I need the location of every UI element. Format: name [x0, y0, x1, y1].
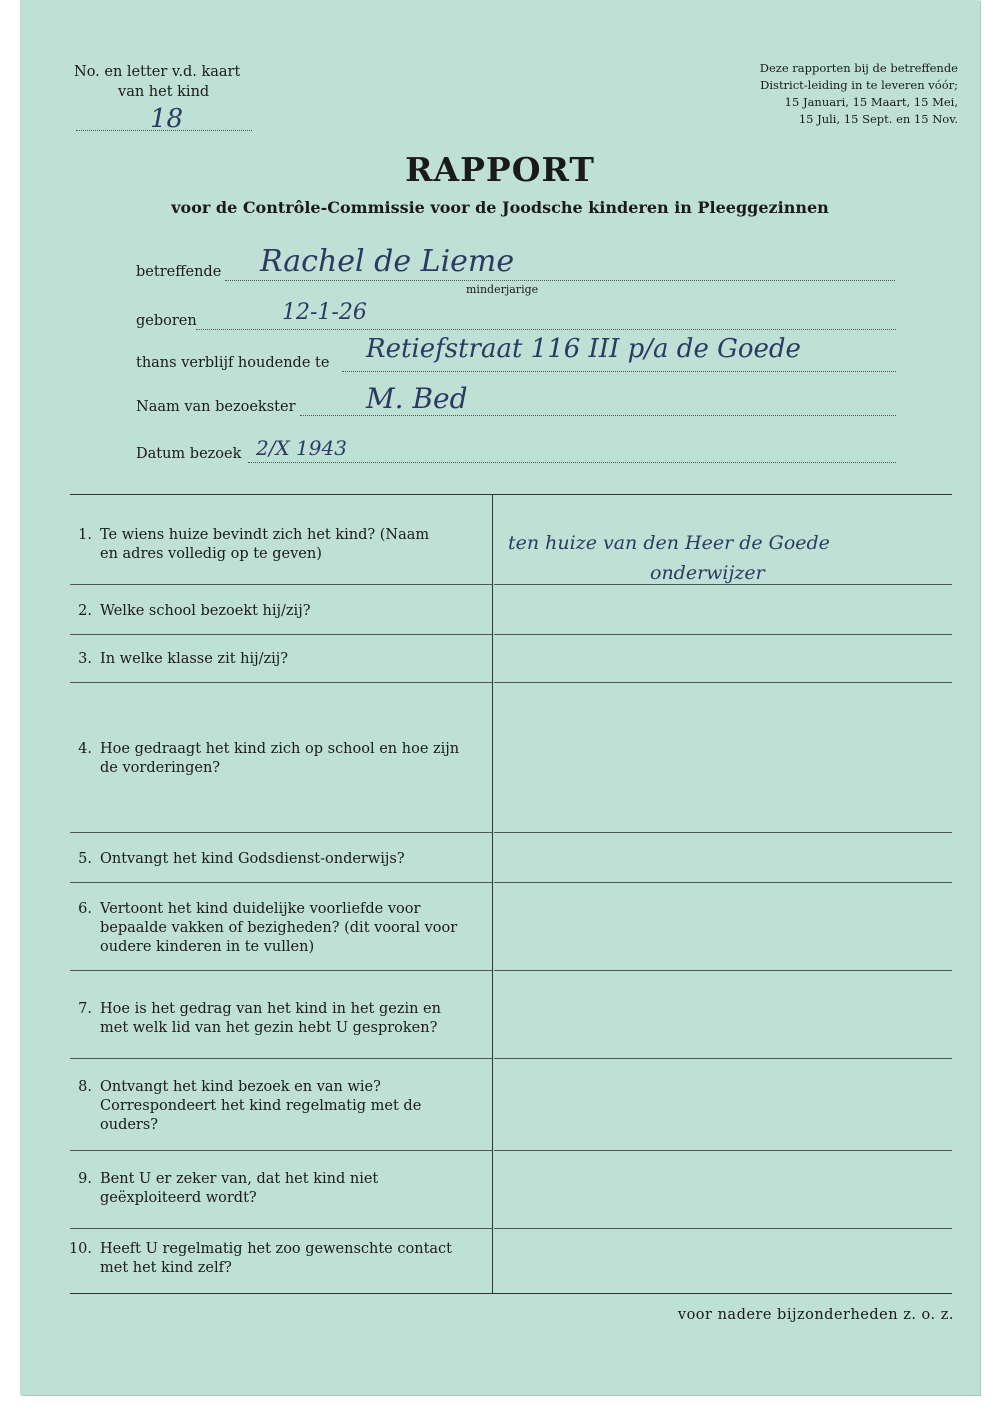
question-text: In welke klasse zit hij/zij?	[100, 651, 289, 667]
page-subtitle: voor de Contrôle-Commissie voor de Joodsche kinderen in Pleeggezinnen	[171, 198, 829, 217]
field-verblijf-label: thans verblijf houdende te	[136, 355, 330, 371]
question-text: Ontvangt het kind bezoek en van wie? Correspondeert het kind regelmatig met de ouders?	[100, 1079, 422, 1133]
row-divider-left	[70, 682, 492, 683]
field-bezoeker-value: M. Bed	[366, 382, 468, 415]
row-divider-left	[70, 1228, 492, 1229]
card-number-label-line2: van het kind	[118, 84, 210, 100]
field-bezoeker-label: Naam van bezoekster	[136, 399, 296, 415]
row-divider-left	[70, 634, 492, 635]
table-column-divider	[492, 494, 493, 1294]
question-text: Bent U er zeker van, dat het kind niet geëxploiteerd wordt?	[100, 1171, 379, 1206]
row-divider-right	[494, 882, 952, 883]
row-divider-left	[70, 882, 492, 883]
question-number: 3.	[78, 651, 92, 667]
row-divider-right	[494, 682, 952, 683]
field-geboren-line	[196, 329, 896, 330]
submission-note-line3: 15 Januari, 15 Maart, 15 Mei,	[784, 95, 958, 109]
field-bezoeker-line	[300, 415, 896, 416]
card-number-value: 18	[150, 104, 184, 134]
row-divider-left	[70, 970, 492, 971]
row-divider-left	[70, 584, 492, 585]
field-geboren-label: geboren	[136, 313, 197, 329]
field-verblijf-line	[342, 371, 896, 372]
field-geboren-value: 12-1-26	[282, 300, 367, 325]
card-number-label	[74, 62, 274, 102]
question-text: Te wiens huize bevindt zich het kind? (Naam en adres volledig op te geven)	[100, 527, 430, 562]
question-text: Hoe gedraagt het kind zich op school en hoe zijn de vorderingen?	[100, 741, 460, 776]
question-number: 8.	[78, 1079, 92, 1095]
field-verblijf-value: Retiefstraat 116 III p/a de Goede	[366, 334, 801, 364]
row-divider-left	[70, 1058, 492, 1059]
row-divider-left	[70, 832, 492, 833]
question-number: 5.	[78, 851, 92, 867]
submission-note-line4: 15 Juli, 15 Sept. en 15 Nov.	[798, 112, 958, 126]
row-divider-right	[494, 1228, 952, 1229]
question-number: 1.	[78, 527, 92, 543]
row-divider-right	[494, 584, 952, 585]
row-divider-right	[494, 832, 952, 833]
question-number: 10.	[68, 1241, 92, 1257]
submission-note-line2: District-leiding in te leveren vóór;	[760, 78, 958, 92]
question-text: Welke school bezoekt hij/zij?	[100, 603, 311, 619]
report-form-sheet	[20, 0, 980, 1395]
row-divider-right	[494, 634, 952, 635]
table-bottom-rule	[70, 1293, 952, 1294]
card-number-label-line1: No. en letter v.d. kaart	[74, 64, 241, 80]
question-text: Hoe is het gedrag van het kind in het gezin en met welk lid van het gezin hebt U gesproken?	[100, 1001, 441, 1036]
submission-note-line1: Deze rapporten bij de betreffende	[759, 61, 958, 75]
row-divider-right	[494, 1058, 952, 1059]
question-number: 7.	[78, 1001, 92, 1017]
field-betreffende-label: betreffende	[136, 264, 222, 280]
row-divider-right	[494, 1150, 952, 1151]
field-datum-label: Datum bezoek	[136, 446, 242, 462]
table-top-rule	[70, 494, 952, 495]
field-datum-value: 2/X 1943	[256, 436, 347, 460]
footer-note: voor nadere bijzonderheden z. o. z.	[677, 1307, 954, 1323]
answer-1-line2: onderwijzer	[650, 562, 765, 584]
field-datum-line	[248, 462, 896, 463]
question-text: Ontvangt het kind Godsdienst-onderwijs?	[100, 851, 405, 867]
row-divider-left	[70, 1150, 492, 1151]
page-title: RAPPORT	[405, 150, 595, 189]
field-betreffende-value: Rachel de Lieme	[260, 244, 515, 279]
question-number: 4.	[78, 741, 92, 757]
question-number: 9.	[78, 1171, 92, 1187]
submission-note	[738, 60, 958, 128]
answer-1-line1: ten huize van den Heer de Goede	[508, 532, 830, 554]
question-text: Heeft U regelmatig het zoo gewenschte contact met het kind zelf?	[100, 1241, 452, 1276]
question-text: Vertoont het kind duidelijke voorliefde voor bepaalde vakken of bezigheden? (dit vooral voor oudere kinderen in te vullen)	[100, 901, 458, 955]
row-divider-right	[494, 970, 952, 971]
field-betreffende-sublabel: minderjarige	[466, 283, 539, 296]
question-number: 2.	[78, 603, 92, 619]
question-number: 6.	[78, 901, 92, 917]
field-betreffende-line	[225, 280, 895, 281]
